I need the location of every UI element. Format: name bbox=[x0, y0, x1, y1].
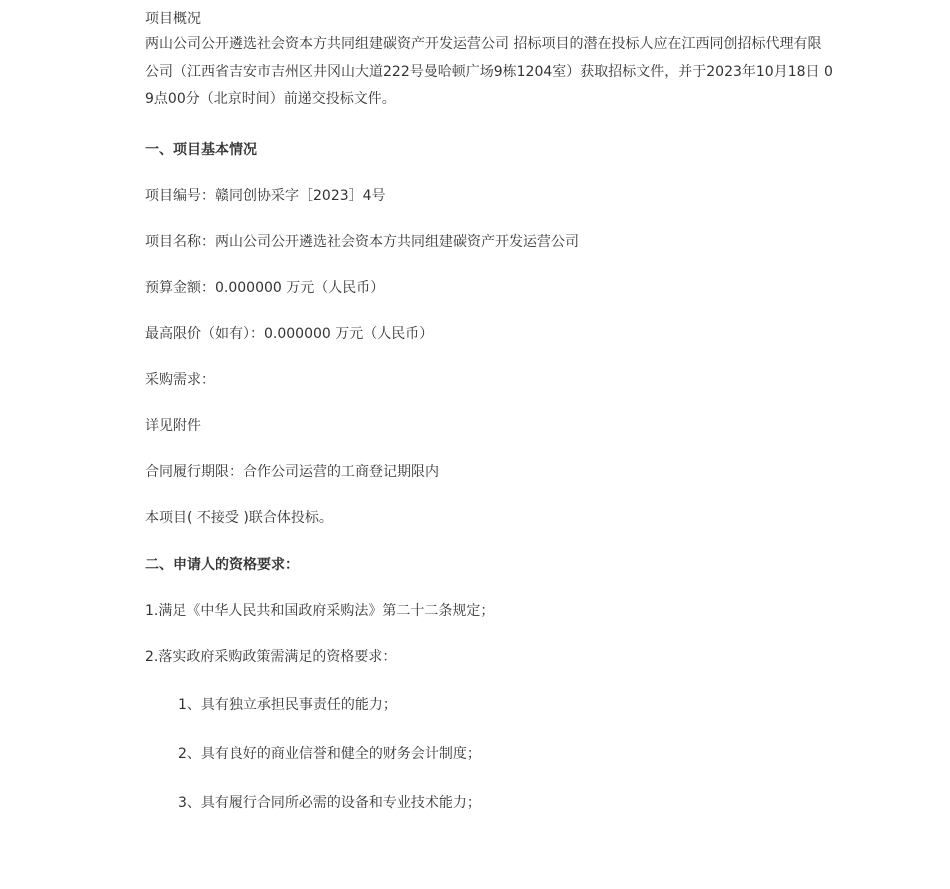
qualification-item-1: 1.满足《中华人民共和国政府采购法》第二十二条规定； bbox=[145, 602, 495, 619]
qualification-sub-item: 3、具有履行合同所必需的设备和专业技术能力； bbox=[178, 794, 481, 811]
contract-period: 合同履行期限：合作公司运营的工商登记期限内 bbox=[145, 463, 439, 480]
qualification-sub-item: 1、具有独立承担民事责任的能力； bbox=[178, 696, 397, 713]
max-price: 最高限价（如有）：0.000000 万元（人民币） bbox=[145, 325, 434, 342]
budget-amount: 预算金额：0.000000 万元（人民币） bbox=[145, 279, 385, 296]
overview-title: 项目概况 bbox=[145, 11, 201, 27]
requirements-value: 详见附件 bbox=[145, 417, 201, 434]
project-number: 项目编号：赣同创协采字［2023］4号 bbox=[145, 187, 386, 204]
consortium-bidding: 本项目( 不接受 )联合体投标。 bbox=[145, 509, 333, 526]
section-title-qualifications: 二、申请人的资格要求： bbox=[145, 556, 299, 573]
qualification-item-2: 2.落实政府采购政策需满足的资格要求： bbox=[145, 648, 397, 665]
document-content bbox=[145, 0, 835, 814]
project-name: 项目名称：两山公司公开遴选社会资本方共同组建碳资产开发运营公司 bbox=[145, 233, 579, 250]
section-title-basic-info: 一、项目基本情况 bbox=[145, 141, 257, 158]
qualification-sub-item: 2、具有良好的商业信誉和健全的财务会计制度； bbox=[178, 745, 481, 762]
overview-paragraph: 两山公司公开遴选社会资本方共同组建碳资产开发运营公司 招标项目的潜在投标人应在江西同创招标代理有限公司（江西省吉安市吉州区井冈山大道222号曼哈顿广场9栋1204室）获取招标文件，并于2023年10月18日 09点00分（北京时间）前递交投标文件。 bbox=[145, 36, 833, 107]
requirements-label: 采购需求： bbox=[145, 371, 215, 388]
